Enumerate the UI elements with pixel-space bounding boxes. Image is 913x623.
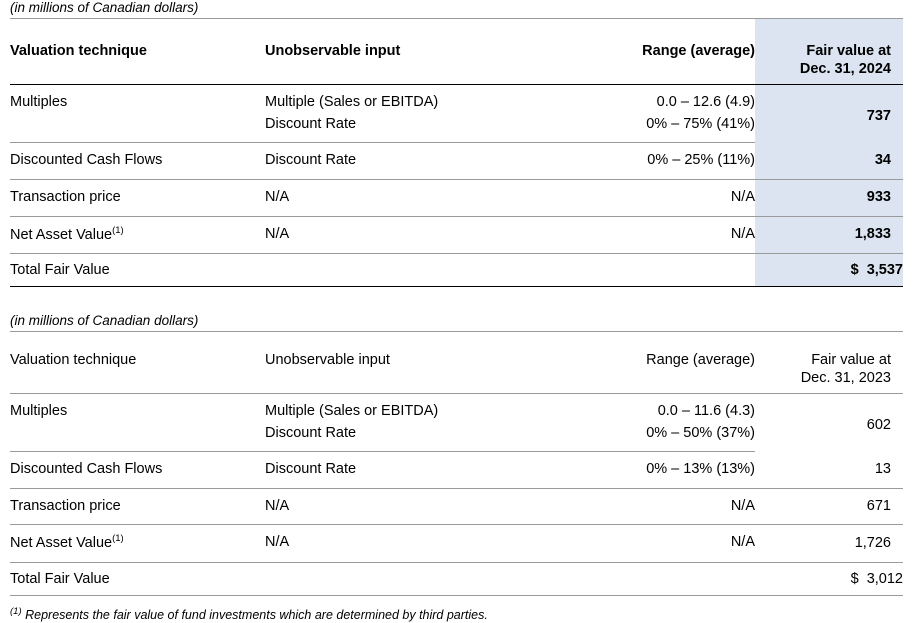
footnote — [0, 596, 913, 623]
table1-header-value-line1: Fair value at — [806, 43, 891, 59]
table2-cell-range-transaction: N/A — [555, 488, 755, 525]
fair-value-table-2023 — [10, 332, 903, 596]
table1-header-input: Unobservable input — [265, 35, 555, 85]
table2-row-net-asset-value — [10, 525, 903, 562]
table1-cell-input-nav: N/A — [265, 216, 555, 253]
table2-cell-technique-nav — [10, 525, 265, 562]
table1-cell-input-dcf: Discount Rate — [265, 143, 555, 180]
table2-header-range: Range (average) — [555, 344, 755, 394]
table1-row-dcf — [10, 143, 903, 180]
table1-cell-total-blank2 — [555, 253, 755, 286]
table1-header-range: Range (average) — [555, 35, 755, 85]
table2-row-multiples — [10, 394, 903, 424]
footnote-text: Represents the fair value of fund investments which are determined by third parties. — [25, 607, 488, 622]
table2-cell-input-dcf: Discount Rate — [265, 452, 555, 489]
footnote-marker: (1) — [10, 605, 22, 617]
table2-cell-total-blank1 — [265, 562, 555, 595]
table2-header-value-line1: Fair value at — [811, 351, 891, 368]
table2-cell-range-nav: N/A — [555, 525, 755, 562]
table2-cell-range-multiples-2: 0% – 50% (37%) — [555, 424, 755, 452]
table1-header-row — [10, 35, 903, 85]
table1-row-net-asset-value — [10, 216, 903, 253]
table1-row-transaction-price — [10, 179, 903, 216]
table1-header-value — [755, 35, 903, 85]
table2-cell-input-multiples-2: Discount Rate — [265, 424, 555, 452]
table1-header-technique: Valuation technique — [10, 35, 265, 85]
table1-row-multiples — [10, 85, 903, 115]
table1-cell-range-multiples-2: 0% – 75% (41%) — [555, 115, 755, 143]
table2-header-row — [10, 344, 903, 394]
table1-cell-total-blank1 — [265, 253, 555, 286]
table1-shade-top-row — [10, 19, 903, 35]
table1-row-total — [10, 253, 903, 286]
table2-cell-total-blank2 — [555, 562, 755, 595]
table2-cell-value-dcf: 13 — [755, 452, 903, 489]
table1-cell-value-nav: 1,833 — [755, 216, 903, 253]
table1-cell-total-label: Total Fair Value — [10, 253, 265, 286]
table1-nav-footnote-marker: (1) — [112, 224, 124, 236]
table2-cell-input-nav: N/A — [265, 525, 555, 562]
table1-total-currency: $ — [850, 261, 859, 278]
table1-cell-range-nav: N/A — [555, 216, 755, 253]
table1-cell-technique-multiples-blank — [10, 115, 265, 143]
table2-header-technique: Valuation technique — [10, 344, 265, 394]
table1-cell-value-transaction: 933 — [755, 179, 903, 216]
table2-cell-value-nav: 1,726 — [755, 525, 903, 562]
table1-cell-input-multiples-2: Discount Rate — [265, 115, 555, 143]
table1-cell-range-multiples-1: 0.0 – 12.6 (4.9) — [656, 94, 755, 111]
table2-cell-range-multiples-1: 0.0 – 11.6 (4.3) — [657, 403, 755, 420]
table2-top-spacer-row — [10, 332, 903, 344]
table2-nav-footnote-marker: (1) — [112, 533, 124, 545]
table2-cell-value-multiples: 602 — [866, 417, 891, 434]
table1-cell-range-dcf: 0% – 25% (11%) — [555, 143, 755, 180]
table2-cell-value-transaction: 671 — [755, 488, 903, 525]
table2-cell-technique-multiples-blank — [10, 424, 265, 452]
table1-cell-range-transaction: N/A — [555, 179, 755, 216]
table1-cell-technique-nav — [10, 216, 265, 253]
table1-caption: (in millions of Canadian dollars) — [10, 0, 199, 15]
table2-row-transaction-price — [10, 488, 903, 525]
table1-cell-value-dcf: 34 — [755, 143, 903, 180]
table1-cell-technique-multiples: Multiples — [10, 94, 68, 111]
table1-cell-value-multiples: 737 — [755, 85, 903, 143]
table2-cell-total-value — [755, 562, 903, 595]
table2-total-amount: 3,012 — [866, 570, 903, 587]
table2-row-total — [10, 562, 903, 595]
table2-cell-technique-multiples: Multiples — [10, 403, 68, 420]
table2-cell-range-dcf: 0% – 13% (13%) — [555, 452, 755, 489]
table1-cell-total-value — [755, 253, 903, 286]
table2-total-currency: $ — [850, 570, 859, 587]
table2-header-value-line2: Dec. 31, 2023 — [800, 370, 891, 387]
table1-nav-label: Net Asset Value — [10, 226, 113, 243]
table2-nav-label: Net Asset Value — [10, 535, 113, 552]
table2-cell-input-multiples-1: Multiple (Sales or EBITDA) — [265, 403, 439, 420]
table2-cell-technique-dcf: Discounted Cash Flows — [10, 452, 265, 489]
table2-row-dcf — [10, 452, 903, 489]
fair-value-table-2024 — [10, 19, 903, 287]
table1-cell-technique-transaction: Transaction price — [10, 179, 265, 216]
table1-total-amount: 3,537 — [866, 261, 903, 278]
table-gap — [0, 287, 913, 313]
table2-cell-total-label: Total Fair Value — [10, 562, 265, 595]
table1-header-value-line2: Dec. 31, 2024 — [799, 61, 891, 78]
table2-cell-technique-transaction: Transaction price — [10, 488, 265, 525]
table2-caption: (in millions of Canadian dollars) — [10, 312, 199, 328]
table1-cell-input-transaction: N/A — [265, 179, 555, 216]
table1-cell-technique-dcf: Discounted Cash Flows — [10, 143, 265, 180]
table1-cell-input-multiples-1: Multiple (Sales or EBITDA) — [265, 94, 439, 111]
table2-header-input: Unobservable input — [265, 344, 555, 394]
table2-cell-input-transaction: N/A — [265, 488, 555, 525]
table2-header-value — [755, 344, 903, 394]
